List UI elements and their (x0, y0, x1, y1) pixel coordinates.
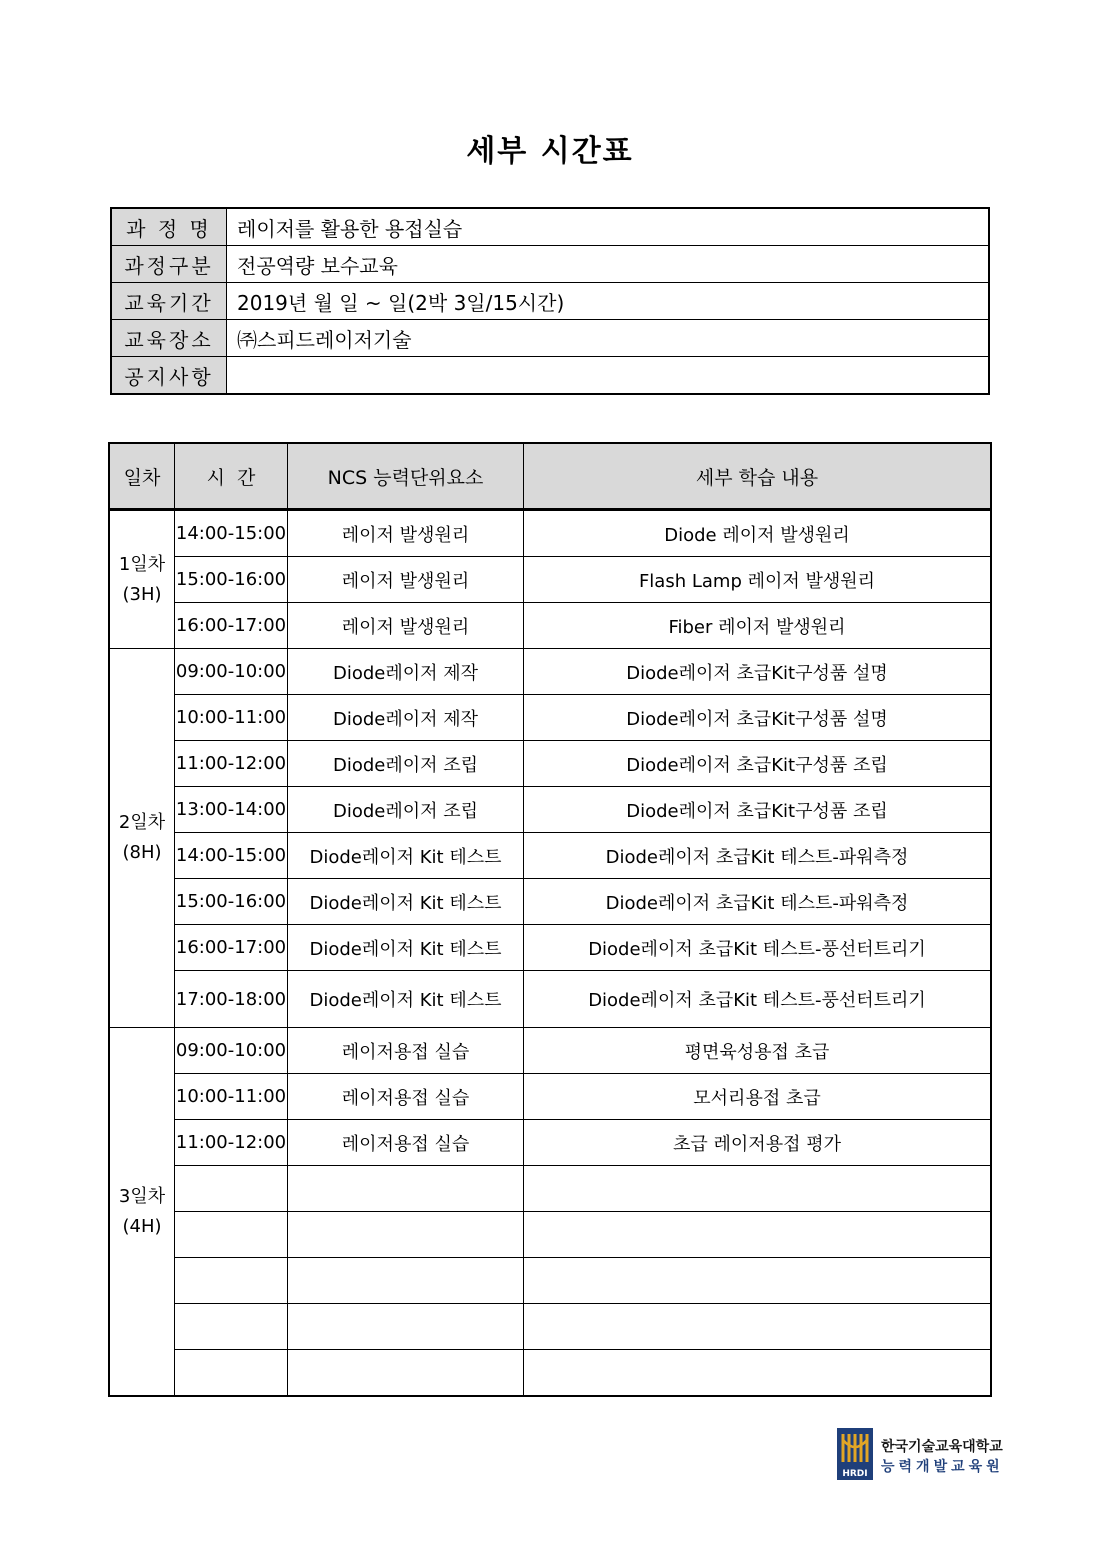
ncs-cell: 레이저 발생원리 (288, 603, 524, 649)
info-row (111, 283, 989, 320)
day-label: 1일차 (118, 553, 166, 575)
schedule-row (109, 557, 991, 603)
ncs-cell (288, 1166, 524, 1212)
ncs-cell (288, 1304, 524, 1350)
info-label: 교육기간 (111, 283, 227, 320)
info-label: 과정구분 (111, 246, 227, 283)
ncs-cell: Diode레이저 조립 (288, 787, 524, 833)
schedule-row (109, 1258, 991, 1304)
time-cell: 15:00-16:00 (175, 879, 288, 925)
time-cell: 15:00-16:00 (175, 557, 288, 603)
ncs-cell (288, 1212, 524, 1258)
schedule-row (109, 1304, 991, 1350)
schedule-row (109, 1028, 991, 1074)
schedule-row (109, 1120, 991, 1166)
header-day: 일차 (109, 443, 175, 510)
time-cell (175, 1258, 288, 1304)
content-cell (524, 1258, 992, 1304)
header-content: 세부 학습 내용 (524, 443, 992, 510)
time-cell (175, 1304, 288, 1350)
ncs-cell: 레이저 발생원리 (288, 557, 524, 603)
schedule-row (109, 510, 991, 557)
logo-line2: 능력개발교육원 (881, 1459, 1004, 1475)
info-row (111, 320, 989, 357)
content-cell: Diode레이저 초급Kit 테스트-파워측정 (524, 879, 992, 925)
ncs-cell: 레이저용접 실습 (288, 1074, 524, 1120)
day-hours: (4H) (122, 1215, 162, 1237)
day-hours: (8H) (122, 842, 162, 863)
time-cell: 09:00-10:00 (175, 1028, 288, 1074)
info-row (111, 357, 989, 395)
time-cell: 14:00-15:00 (175, 833, 288, 879)
content-cell: Diode레이저 초급Kit구성품 조립 (524, 787, 992, 833)
info-label: 교육장소 (111, 320, 227, 357)
schedule-row (109, 879, 991, 925)
time-cell: 16:00-17:00 (175, 603, 288, 649)
institution-logo (837, 1428, 1004, 1480)
ncs-cell: 레이저 발생원리 (288, 510, 524, 557)
info-row (111, 208, 989, 246)
schedule-row (109, 833, 991, 879)
schedule-row (109, 1074, 991, 1120)
time-cell: 11:00-12:00 (175, 741, 288, 787)
content-cell: Diode레이저 초급Kit 테스트-풍선터트리기 (524, 971, 992, 1028)
ncs-cell: Diode레이저 Kit 테스트 (288, 833, 524, 879)
time-cell: 10:00-11:00 (175, 695, 288, 741)
info-row (111, 246, 989, 283)
content-cell: 초급 레이저용접 평가 (524, 1120, 992, 1166)
ncs-cell: Diode레이저 조립 (288, 741, 524, 787)
content-cell: Fiber 레이저 발생원리 (524, 603, 992, 649)
day-label: 3일차 (118, 1185, 166, 1207)
ncs-cell: Diode레이저 Kit 테스트 (288, 971, 524, 1028)
content-cell (524, 1304, 992, 1350)
info-value: 전공역량 보수교육 (227, 246, 990, 283)
content-cell: Diode 레이저 발생원리 (524, 510, 992, 557)
time-cell: 10:00-11:00 (175, 1074, 288, 1120)
content-cell: Diode레이저 초급Kit구성품 조립 (524, 741, 992, 787)
content-cell (524, 1212, 992, 1258)
info-value (227, 357, 990, 395)
ncs-cell: Diode레이저 제작 (288, 649, 524, 695)
schedule-row (109, 649, 991, 695)
ncs-cell (288, 1258, 524, 1304)
time-cell: 16:00-17:00 (175, 925, 288, 971)
schedule-row (109, 787, 991, 833)
time-cell: 11:00-12:00 (175, 1120, 288, 1166)
day-cell (109, 1028, 175, 1397)
time-cell: 14:00-15:00 (175, 510, 288, 557)
content-cell (524, 1166, 992, 1212)
info-value: 레이저를 활용한 용접실습 (227, 208, 990, 246)
content-cell: 모서리용접 초급 (524, 1074, 992, 1120)
time-cell (175, 1166, 288, 1212)
time-cell (175, 1212, 288, 1258)
page-title: 세부 시간표 (466, 134, 634, 169)
content-cell: 평면육성용접 초급 (524, 1028, 992, 1074)
ncs-cell (288, 1350, 524, 1397)
logo-line1: 한국기술교육대학교 (881, 1439, 1003, 1455)
content-cell: Diode레이저 초급Kit 테스트-풍선터트리기 (524, 925, 992, 971)
schedule-row (109, 741, 991, 787)
schedule-row (109, 695, 991, 741)
ncs-cell: 레이저용접 실습 (288, 1120, 524, 1166)
time-cell: 09:00-10:00 (175, 649, 288, 695)
schedule-row (109, 603, 991, 649)
time-cell (175, 1350, 288, 1397)
header-time: 시 간 (175, 443, 288, 510)
schedule-row (109, 1350, 991, 1397)
day-cell (109, 649, 175, 1028)
schedule-row (109, 1166, 991, 1212)
time-cell: 13:00-14:00 (175, 787, 288, 833)
content-cell: Flash Lamp 레이저 발생원리 (524, 557, 992, 603)
info-value: 2019년 월 일 ~ 일(2박 3일/15시간) (227, 283, 990, 320)
ncs-cell: Diode레이저 제작 (288, 695, 524, 741)
schedule-table (108, 442, 992, 1397)
time-cell: 17:00-18:00 (175, 971, 288, 1028)
day-cell (109, 510, 175, 649)
content-cell: Diode레이저 초급Kit구성품 설명 (524, 695, 992, 741)
schedule-header-row (109, 443, 991, 510)
schedule-row (109, 1212, 991, 1258)
course-info-table (110, 207, 990, 395)
ncs-cell: Diode레이저 Kit 테스트 (288, 925, 524, 971)
ncs-cell: Diode레이저 Kit 테스트 (288, 879, 524, 925)
info-value: ㈜스피드레이저기술 (227, 320, 990, 357)
info-label: 과 정 명 (111, 208, 227, 246)
content-cell: Diode레이저 초급Kit구성품 설명 (524, 649, 992, 695)
hrdi-logo-icon (837, 1428, 873, 1480)
content-cell: Diode레이저 초급Kit 테스트-파워측정 (524, 833, 992, 879)
schedule-row (109, 971, 991, 1028)
schedule-row (109, 925, 991, 971)
content-cell (524, 1350, 992, 1397)
header-ncs: NCS 능력단위요소 (288, 443, 524, 510)
day-label: 2일차 (118, 812, 166, 833)
ncs-cell: 레이저용접 실습 (288, 1028, 524, 1074)
logo-mark-text: HRDI (842, 1469, 868, 1479)
day-hours: (3H) (122, 583, 162, 605)
info-label: 공지사항 (111, 357, 227, 395)
